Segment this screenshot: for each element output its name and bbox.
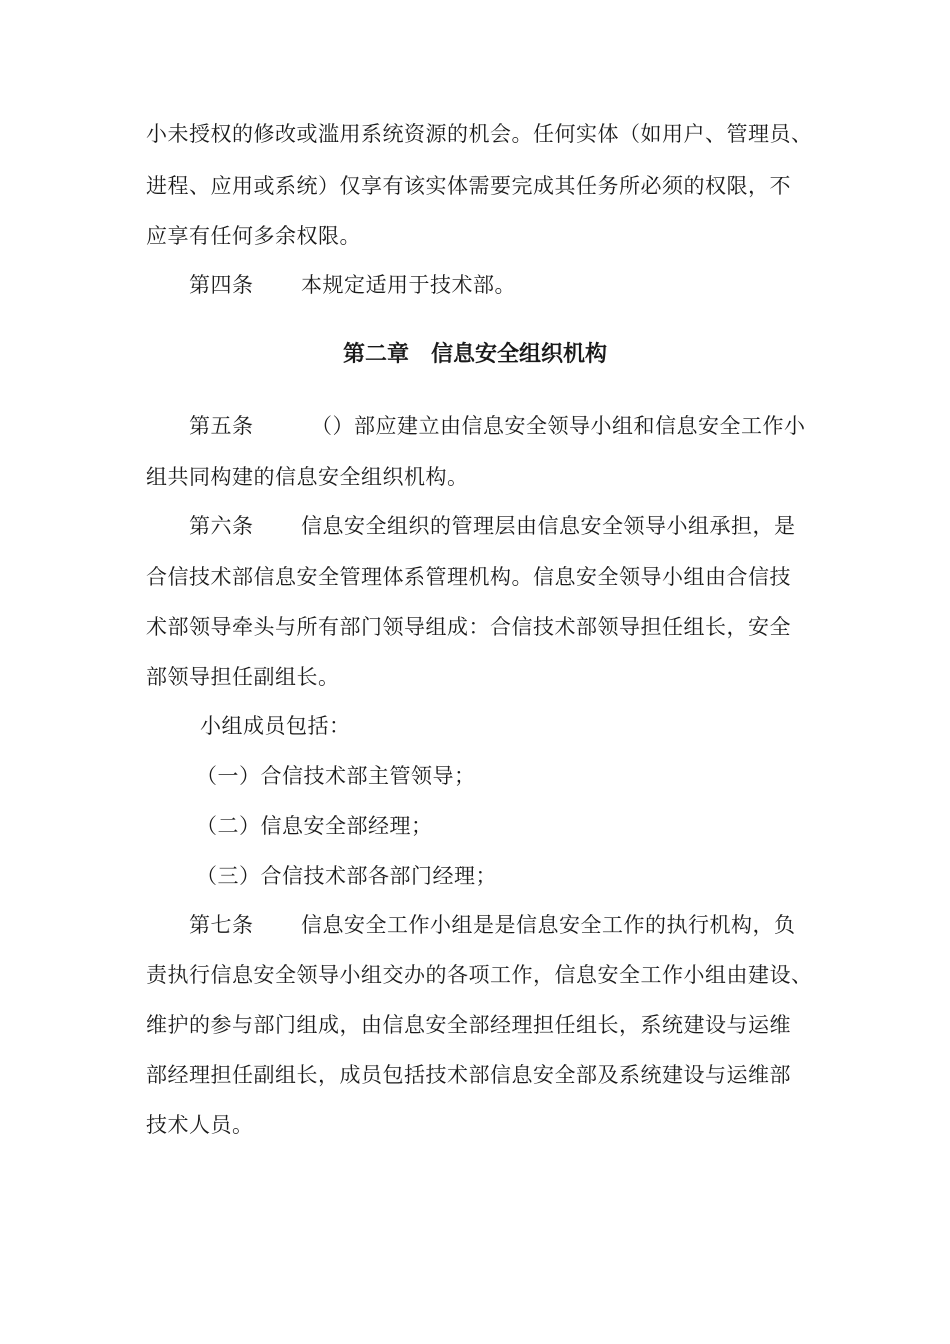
article-label: 第六条 — [189, 514, 254, 538]
article-7 — [189, 910, 796, 940]
article-text: 信息安全组织的管理层由信息安全领导小组承担，是 — [301, 514, 796, 538]
article-4 — [189, 270, 516, 300]
list-item: （三）合信技术部各部门经理； — [196, 864, 497, 888]
paragraph-line: 技术人员。 — [146, 1113, 254, 1137]
article-text: 本规定适用于技术部。 — [301, 273, 516, 297]
paragraph-line: 合信技术部信息安全管理体系管理机构。信息安全领导小组由合信技 — [146, 565, 791, 589]
paragraph-line: 术部领导牵头与所有部门领导组成：合信技术部领导担任组长，安全 — [146, 615, 791, 639]
article-text: （）部应建立由信息安全领导小组和信息安全工作小 — [311, 414, 806, 438]
list-item: （二）信息安全部经理； — [196, 814, 433, 838]
article-5 — [189, 411, 806, 441]
paragraph-line: 小未授权的修改或滥用系统资源的机会。任何实体（如用户、管理员、 — [146, 122, 813, 146]
chapter-title: 信息安全组织机构 — [431, 342, 608, 367]
chapter-number: 第二章 — [342, 342, 409, 367]
article-text: 信息安全工作小组是是信息安全工作的执行机构，负 — [301, 913, 796, 937]
article-label: 第四条 — [189, 273, 254, 297]
chapter-heading — [0, 340, 950, 370]
article-label: 第五条 — [189, 414, 254, 438]
members-intro: 小组成员包括： — [200, 714, 351, 738]
paragraph-line: 组共同构建的信息安全组织机构。 — [146, 465, 469, 489]
article-label: 第七条 — [189, 913, 254, 937]
paragraph-line: 部经理担任副组长，成员包括技术部信息安全部及系统建设与运维部 — [146, 1063, 791, 1087]
paragraph-line: 应享有任何多余权限。 — [146, 224, 361, 248]
paragraph-line: 维护的参与部门组成，由信息安全部经理担任组长，系统建设与运维 — [146, 1013, 791, 1037]
paragraph-line: 责执行信息安全领导小组交办的各项工作，信息安全工作小组由建设、 — [146, 963, 813, 987]
article-6 — [189, 511, 796, 541]
paragraph-line: 部领导担任副组长。 — [146, 665, 340, 689]
list-item: （一）合信技术部主管领导； — [196, 764, 476, 788]
paragraph-line: 进程、应用或系统）仅享有该实体需要完成其任务所必须的权限，不 — [146, 174, 791, 198]
